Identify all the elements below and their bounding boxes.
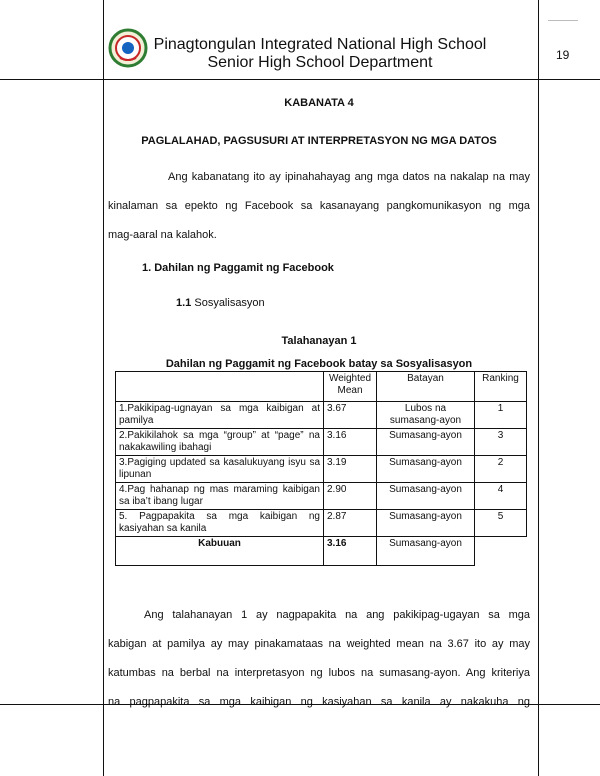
analysis-line: na pagpapakita sa mga kaibigan ng kasiyahan sa kanila ay nakakuha ng <box>108 696 530 708</box>
row-rank: 3 <box>475 429 527 456</box>
section-heading: 1. Dahilan ng Paggamit ng Facebook <box>142 262 334 274</box>
analysis-line: kabigan at pamilya ay may pinakamataas na weighted mean na 3.67 ito ay may <box>108 638 530 650</box>
table-row <box>116 483 527 510</box>
row-item: 5. Pagpapakita sa mga kaibigan ng kasiyahan sa kanila <box>116 510 324 537</box>
table-row <box>116 456 527 483</box>
row-item: 1.Pakikipag-ugnayan sa mga kaibigan at pamilya <box>116 402 324 429</box>
left-margin-line <box>103 0 104 776</box>
table-label: Talahanayan 1 <box>281 335 357 347</box>
header-divider <box>0 79 600 80</box>
intro-line: Ang kabanatang ito ay ipinahahayag ang mga datos na nakalap na may <box>168 171 530 183</box>
chapter-number: KABANATA 4 <box>284 97 354 109</box>
subsection-heading <box>176 297 265 309</box>
total-rank-empty <box>475 537 527 566</box>
header-weighted-mean: Weighted Mean <box>324 372 377 402</box>
row-mean: 3.16 <box>324 429 377 456</box>
row-basis: Sumasang-ayon <box>377 456 475 483</box>
table-row <box>116 402 527 429</box>
page-number: 19 <box>556 48 570 62</box>
header-batayan: Batayan <box>377 372 475 402</box>
table-total-row <box>116 537 527 566</box>
table-caption: Dahilan ng Paggamit ng Facebook batay sa Sosyalisasyon <box>165 358 473 370</box>
row-mean: 3.19 <box>324 456 377 483</box>
top-right-tick <box>548 20 578 21</box>
intro-paragraph <box>108 168 530 255</box>
subsection-title: Sosyalisasyon <box>194 297 265 309</box>
row-mean: 2.87 <box>324 510 377 537</box>
analysis-paragraph <box>108 606 530 722</box>
row-basis: Sumasang-ayon <box>377 510 475 537</box>
table-header-row <box>116 372 527 402</box>
row-item: 3.Pagiging updated sa kasalukuyang isyu sa lipunan <box>116 456 324 483</box>
row-rank: 5 <box>475 510 527 537</box>
intro-line: kinalaman sa epekto ng Facebook sa kasanayang pangkomunikasyon ng mga <box>108 200 530 212</box>
row-rank: 4 <box>475 483 527 510</box>
row-item: 4.Pag hahanap ng mas maraming kaibigan sa iba’t ibang lugar <box>116 483 324 510</box>
table-row <box>116 429 527 456</box>
header-ranking: Ranking <box>475 372 527 402</box>
total-label: Kabuuan <box>116 537 324 566</box>
results-table <box>115 371 527 566</box>
school-name: Pinagtongulan Integrated National High School <box>153 36 487 53</box>
subsection-number: 1.1 <box>176 297 192 309</box>
row-rank: 2 <box>475 456 527 483</box>
row-basis: Sumasang-ayon <box>377 429 475 456</box>
intro-line: mag-aaral na kalahok. <box>108 229 217 241</box>
total-mean: 3.16 <box>324 537 377 566</box>
header-item <box>116 372 324 402</box>
department-name: Senior High School Department <box>207 54 433 71</box>
analysis-line: katumbas na berbal na interpretasyon ng lubos na sumasang-ayon. Ang kriteriya <box>108 667 530 679</box>
row-item: 2.Pakikilahok sa mga “group” at “page” na nakakawiling ibahagi <box>116 429 324 456</box>
row-basis: Lubos na sumasang-ayon <box>377 402 475 429</box>
right-margin-line <box>538 0 539 776</box>
row-mean: 2.90 <box>324 483 377 510</box>
total-basis: Sumasang-ayon <box>377 537 475 566</box>
analysis-line: Ang talahanayan 1 ay nagpapakita na ang pakikipag-ugayan sa mga <box>144 609 530 621</box>
row-basis: Sumasang-ayon <box>377 483 475 510</box>
row-mean: 3.67 <box>324 402 377 429</box>
table-row <box>116 510 527 537</box>
chapter-title: PAGLALAHAD, PAGSUSURI AT INTERPRETASYON NG MGA DATOS <box>141 135 497 147</box>
row-rank: 1 <box>475 402 527 429</box>
